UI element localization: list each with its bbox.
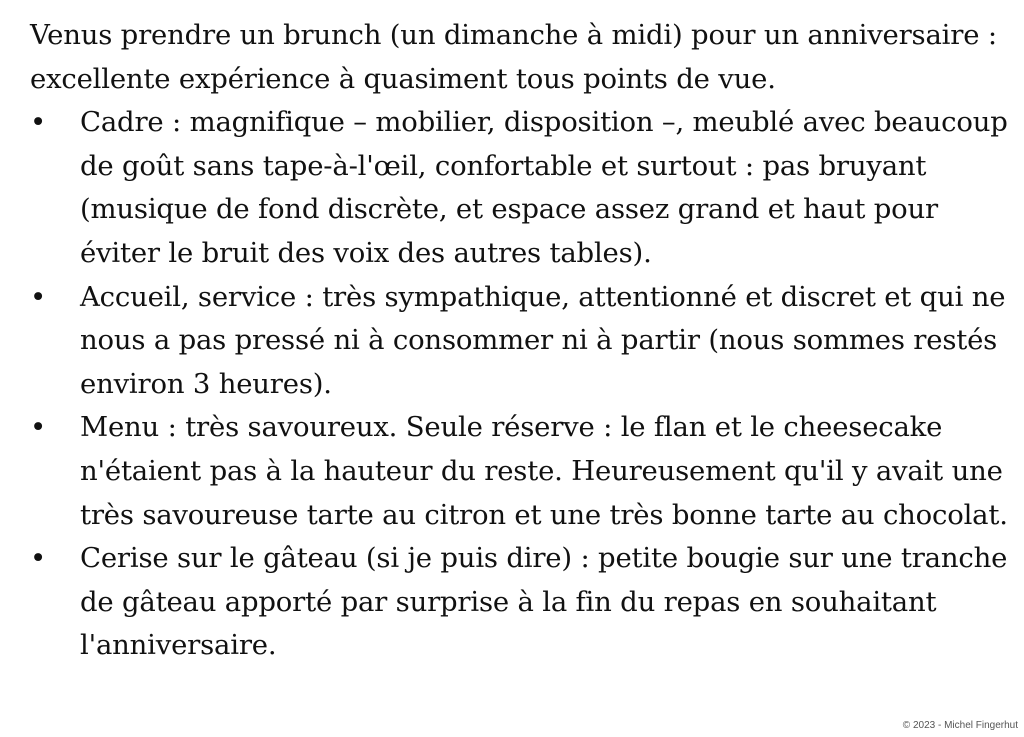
review-point-service: [30, 276, 1015, 407]
review-point-text: Menu : très savoureux. Seule réserve : le flan et le cheesecake n'étaient pas à la hauteur du reste. Heureusement qu'il y avait une très savoureuse tarte au citron et une très bonne tarte au chocolat.: [80, 411, 1008, 531]
review-point-text: Accueil, service : très sympathique, attentionné et discret et qui ne nous a pas pressé ni à consommer ni à partir (nous sommes restés environ 3 heures).: [80, 280, 1006, 400]
review-point-text: Cerise sur le gâteau (si je puis dire) : petite bougie sur une tranche de gâteau apporté par surprise à la fin du repas en souhaitant l'anniversaire.: [80, 542, 1008, 662]
review-point-menu: [30, 406, 1015, 537]
review-intro: Venus prendre un brunch (un dimanche à midi) pour un anniversaire : excellente expérience à quasiment tous points de vue.: [30, 19, 997, 95]
bullet-icon: •: [30, 411, 47, 444]
bullet-icon: •: [30, 106, 47, 139]
review-document: [30, 14, 1015, 668]
bullet-icon: •: [30, 542, 47, 575]
review-points-list: [30, 101, 1015, 668]
review-point-text: Cadre : magnifique – mobilier, disposition –, meublé avec beaucoup de goût sans tape-à-l'œil, confortable et surtout : pas bruyant (musique de fond discrète, et espace assez grand et haut pour éviter le bruit des voix des autres tables).: [80, 106, 1008, 269]
copyright-credit: © 2023 - Michel Fingerhut: [902, 720, 1018, 731]
review-point-cake: [30, 537, 1015, 668]
review-point-setting: [30, 101, 1015, 275]
bullet-icon: •: [30, 280, 47, 313]
